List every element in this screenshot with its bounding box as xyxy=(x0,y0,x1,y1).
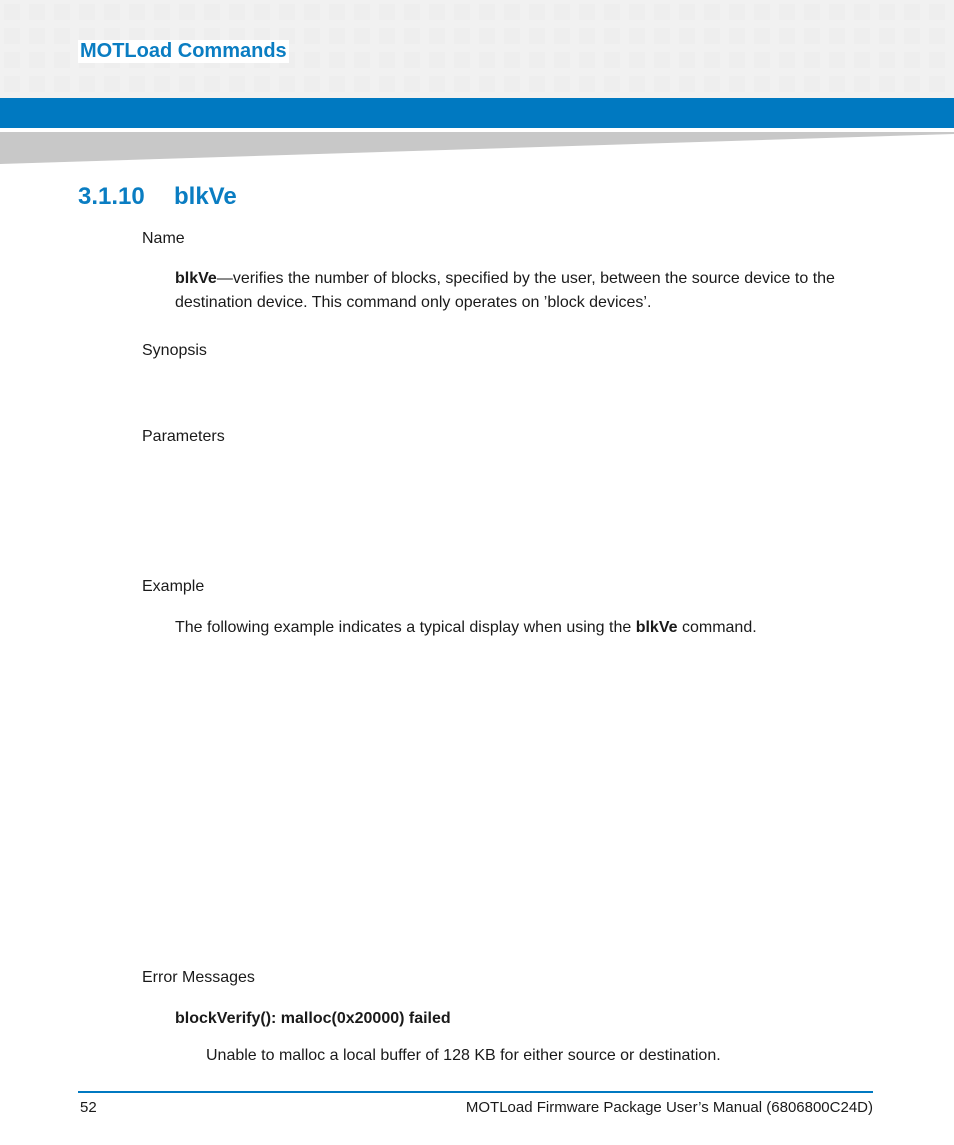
example-text-before: The following example indicates a typical display when using the xyxy=(175,619,636,636)
name-line2: destination device. This command only operates on ’block devices’. xyxy=(175,294,652,311)
example-text-after: command. xyxy=(677,619,757,636)
header-title: MOTLoad Commands xyxy=(80,40,287,62)
name-command: blkVe xyxy=(175,270,217,287)
page-number: 52 xyxy=(80,1099,97,1116)
example-command: blkVe xyxy=(635,619,678,636)
header-blue-band xyxy=(0,98,954,128)
parameters-label: Parameters xyxy=(142,428,225,445)
error-messages-label: Error Messages xyxy=(142,969,255,986)
synopsis-label: Synopsis xyxy=(142,342,207,359)
error-message-description: Unable to malloc a local buffer of 128 KB for either source or destination. xyxy=(206,1047,721,1064)
section-number: 3.1.10 xyxy=(78,183,145,210)
footer-doc-title: MOTLoad Firmware Package User’s Manual (6806800C24D) xyxy=(465,1099,873,1116)
example-description xyxy=(175,616,757,640)
section-name: blkVe xyxy=(174,183,237,210)
name-label: Name xyxy=(142,230,185,247)
header-gray-wedge xyxy=(0,128,954,164)
example-label: Example xyxy=(142,578,205,595)
name-description xyxy=(175,267,835,315)
section-title xyxy=(78,183,237,211)
footer-rule xyxy=(78,1091,873,1093)
error-message-title: blockVerify(): malloc(0x20000) failed xyxy=(175,1010,451,1027)
name-line1: —verifies the number of blocks, specified by the user, between the source device to the xyxy=(216,270,835,287)
